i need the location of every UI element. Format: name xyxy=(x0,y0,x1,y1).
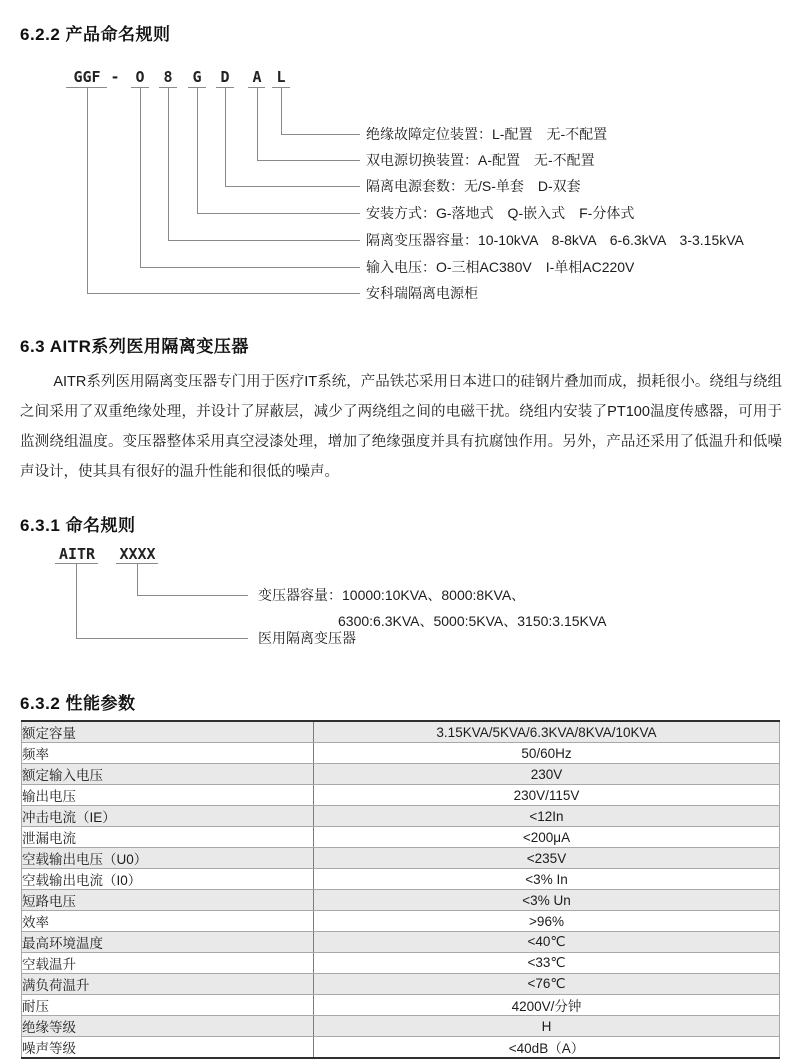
diagram-label-capacity: 隔离变压器容量：10-10kVA 8-8kVA 6-6.3kVA 3-3.15kVA xyxy=(366,232,744,248)
table-row xyxy=(22,953,780,974)
code-char-o: O xyxy=(135,68,145,86)
value-cell: <235V xyxy=(314,848,780,869)
diagram-label-mounting: 安装方式：G-落地式 Q-嵌入式 F-分体式 xyxy=(366,205,635,221)
value-cell: <12In xyxy=(314,806,780,827)
value-cell: 230V/115V xyxy=(314,785,780,806)
code-char-g: G xyxy=(192,68,202,86)
spec-table-body xyxy=(22,721,780,1058)
value-cell: >96% xyxy=(314,911,780,932)
connector-line xyxy=(281,134,360,135)
table-row xyxy=(22,848,780,869)
value-cell: <40℃ xyxy=(314,932,780,953)
connector-line xyxy=(168,240,360,241)
diagram-label-input-voltage: 输入电压：O-三相AC380V I-单相AC220V xyxy=(366,259,635,275)
value-cell: <200μA xyxy=(314,827,780,848)
param-cell: 噪声等级 xyxy=(22,1037,314,1059)
table-row xyxy=(22,1037,780,1059)
code-char-dash: - xyxy=(110,68,120,86)
table-row xyxy=(22,869,780,890)
value-cell: H xyxy=(314,1016,780,1037)
section-title-631: 6.3.1 命名规则 xyxy=(20,516,136,535)
value-cell: 230V xyxy=(314,764,780,785)
value-cell: 50/60Hz xyxy=(314,743,780,764)
connector-line xyxy=(137,564,138,595)
param-cell: 冲击电流（IE） xyxy=(22,806,314,827)
diagram-label-product-name: 安科瑞隔离电源柜 xyxy=(366,285,478,301)
table-row xyxy=(22,974,780,995)
code-char-ggf: GGF xyxy=(73,68,101,86)
param-cell: 短路电压 xyxy=(22,890,314,911)
connector-line xyxy=(140,267,360,268)
section-63-paragraph: AITR系列医用隔离变压器专门用于医疗IT系统，产品铁芯采用日本进口的硅钢片叠加而成，损耗很小。绕组与绕组之间采用了双重绝缘处理，并设计了屏蔽层，减少了两绕组之间的电磁干扰。绕组内安装了PT100温度传感器，可用于监测绕组温度。变压器整体采用真空浸漆处理，增加了绝缘强度并具有抗腐蚀作用。另外，产品还采用了低温升和低噪声设计，使其具有很好的温升性能和很低的噪声。 xyxy=(20,374,782,480)
table-row xyxy=(22,785,780,806)
connector-line xyxy=(140,88,141,267)
value-cell: <40dB（A） xyxy=(314,1037,780,1059)
param-cell: 输出电压 xyxy=(22,785,314,806)
param-cell: 频率 xyxy=(22,743,314,764)
section-title-63: 6.3 AITR系列医用隔离变压器 xyxy=(20,337,249,356)
diagram-label-transformer-capacity-line1: 变压器容量：10000:10KVA、8000:8KVA、 xyxy=(258,587,526,603)
diagram-label-insulation-fault: 绝缘故障定位装置：L-配置 无-不配置 xyxy=(366,126,608,142)
param-cell: 泄漏电流 xyxy=(22,827,314,848)
section-title-632: 6.3.2 性能参数 xyxy=(20,694,136,713)
connector-line xyxy=(87,88,88,293)
table-row xyxy=(22,743,780,764)
connector-line xyxy=(76,564,77,638)
table-row xyxy=(22,1016,780,1037)
connector-line xyxy=(197,213,360,214)
value-cell: <3% Un xyxy=(314,890,780,911)
connector-line xyxy=(87,293,360,294)
diagram-label-set-count: 隔离电源套数：无/S-单套 D-双套 xyxy=(366,178,581,194)
param-cell: 耐压 xyxy=(22,995,314,1016)
value-cell: 3.15KVA/5KVA/6.3KVA/8KVA/10KVA xyxy=(314,721,780,743)
table-row xyxy=(22,721,780,743)
param-cell: 空载输出电流（I0） xyxy=(22,869,314,890)
connector-line xyxy=(76,638,248,639)
code-char-aitr: AITR xyxy=(58,545,96,563)
param-cell: 空载温升 xyxy=(22,953,314,974)
section-title-622: 6.2.2 产品命名规则 xyxy=(20,25,171,44)
param-cell: 最高环境温度 xyxy=(22,932,314,953)
code-char-xxxx: XXXX xyxy=(119,545,156,563)
table-row xyxy=(22,827,780,848)
value-cell: 4200V/分钟 xyxy=(314,995,780,1016)
table-row xyxy=(22,911,780,932)
value-cell: <3% In xyxy=(314,869,780,890)
ggf-naming-diagram xyxy=(0,60,800,310)
diagram-label-dual-power: 双电源切换装置：A-配置 无-不配置 xyxy=(366,152,595,168)
param-cell: 满负荷温升 xyxy=(22,974,314,995)
value-cell: <76℃ xyxy=(314,974,780,995)
code-char-a: A xyxy=(252,68,262,86)
param-cell: 空载输出电压（U0） xyxy=(22,848,314,869)
table-row xyxy=(22,890,780,911)
param-cell: 额定容量 xyxy=(22,721,314,743)
code-char-8: 8 xyxy=(163,68,173,86)
connector-line xyxy=(257,88,258,160)
code-char-l: L xyxy=(276,68,286,86)
table-row xyxy=(22,806,780,827)
table-row xyxy=(22,932,780,953)
param-cell: 绝缘等级 xyxy=(22,1016,314,1037)
diagram-label-transformer-capacity-line2: 6300:6.3KVA、5000:5KVA、3150:3.15KVA xyxy=(338,613,607,629)
table-row xyxy=(22,764,780,785)
connector-line xyxy=(168,88,169,240)
connector-line xyxy=(197,88,198,213)
value-cell: <33℃ xyxy=(314,953,780,974)
code-char-d: D xyxy=(220,68,230,86)
connector-line xyxy=(225,88,226,186)
table-row xyxy=(22,995,780,1016)
connector-line xyxy=(225,186,360,187)
param-cell: 额定输入电压 xyxy=(22,764,314,785)
connector-line xyxy=(137,595,248,596)
connector-line xyxy=(281,88,282,134)
aitr-naming-diagram xyxy=(0,540,800,660)
param-cell: 效率 xyxy=(22,911,314,932)
connector-line xyxy=(257,160,360,161)
diagram-label-medical-transformer: 医用隔离变压器 xyxy=(258,630,356,646)
performance-spec-table xyxy=(21,720,780,1059)
